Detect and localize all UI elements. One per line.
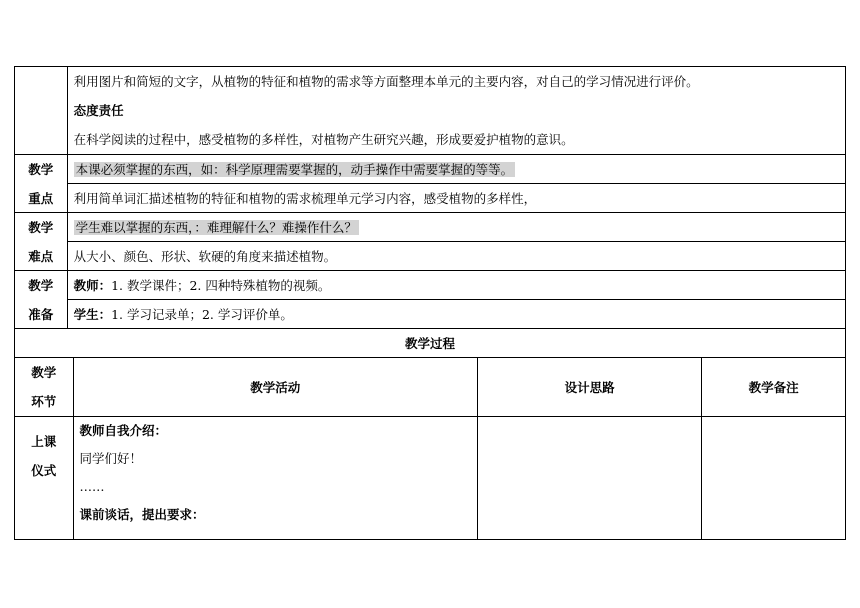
teacher-items: 1. 教学课件；2. 四种特殊植物的视频。 <box>111 278 331 293</box>
difficulties-row-2 <box>15 242 846 271</box>
attitude-line: 在科学阅读的过程中，感受植物的多样性，对植物产生研究兴趣，形成要爱护植物的意识。 <box>73 132 574 147</box>
key-points-hint: 本课必须掌握的东西，如：科学原理需要掌握的，动手操作中需要掌握的等等。 <box>75 162 514 177</box>
difficulties-row-1 <box>15 213 846 242</box>
key-points-label-bottom: 重点 <box>15 184 68 213</box>
section-header-top: 教学 <box>31 365 57 380</box>
difficulties-label-top: 教学 <box>15 213 68 242</box>
lesson-plan-table <box>14 66 846 540</box>
notes-header: 教学备注 <box>702 358 846 417</box>
difficulties-hint-cell <box>67 213 845 242</box>
preparation-row-2 <box>15 300 846 329</box>
key-points-content: 利用简单词汇描述植物的特征和植物的需求梳理单元学习内容，感受植物的多样性， <box>67 184 845 213</box>
activity-line: …… <box>79 479 105 494</box>
process-title: 教学过程 <box>15 329 846 358</box>
process-row <box>15 417 846 540</box>
key-points-row-1 <box>15 155 846 184</box>
design-header: 设计思路 <box>477 358 701 417</box>
ceremony-design-cell <box>477 417 701 540</box>
goals-row <box>15 67 846 155</box>
activity-line: 同学们好！ <box>79 451 143 466</box>
key-points-label-top: 教学 <box>15 155 68 184</box>
attitude-heading: 态度责任 <box>73 103 124 118</box>
difficulties-hint: 学生难以掌握的东西，：难理解什么？难操作什么？ <box>75 220 357 235</box>
section-header-bottom: 环节 <box>31 394 57 409</box>
goals-label-cell <box>15 67 68 155</box>
goals-summary-line: 利用图片和简短的文字，从植物的特征和植物的需求等方面整理本单元的主要内容，对自己的学习情况进行评价。 <box>73 74 699 89</box>
ceremony-section-bottom: 仪式 <box>31 463 57 478</box>
activity-line: 课前谈话，提出要求： <box>79 507 205 522</box>
preparation-label-bottom: 准备 <box>15 300 68 329</box>
goals-content-cell <box>67 67 845 155</box>
key-points-hint-cell <box>67 155 845 184</box>
difficulties-content: 从大小、颜色、形状、软硬的角度来描述植物。 <box>67 242 845 271</box>
section-header-cell <box>15 358 74 417</box>
key-points-row-2 <box>15 184 846 213</box>
difficulties-label-bottom: 难点 <box>15 242 68 271</box>
student-items: 1. 学习记录单；2. 学习评价单。 <box>111 307 293 322</box>
preparation-label-top: 教学 <box>15 271 68 300</box>
ceremony-notes-cell <box>702 417 846 540</box>
ceremony-section-top: 上课 <box>31 434 57 449</box>
activity-header: 教学活动 <box>73 358 477 417</box>
preparation-student-cell <box>67 300 845 329</box>
activity-line: 教师自我介绍： <box>79 423 168 438</box>
preparation-row-1 <box>15 271 846 300</box>
process-title-row <box>15 329 846 358</box>
preparation-teacher-cell <box>67 271 845 300</box>
ceremony-activity-cell <box>73 417 477 540</box>
teacher-label: 教师： <box>73 278 112 293</box>
student-label: 学生： <box>73 307 112 322</box>
ceremony-section-cell <box>15 417 74 540</box>
process-header-row <box>15 358 846 417</box>
